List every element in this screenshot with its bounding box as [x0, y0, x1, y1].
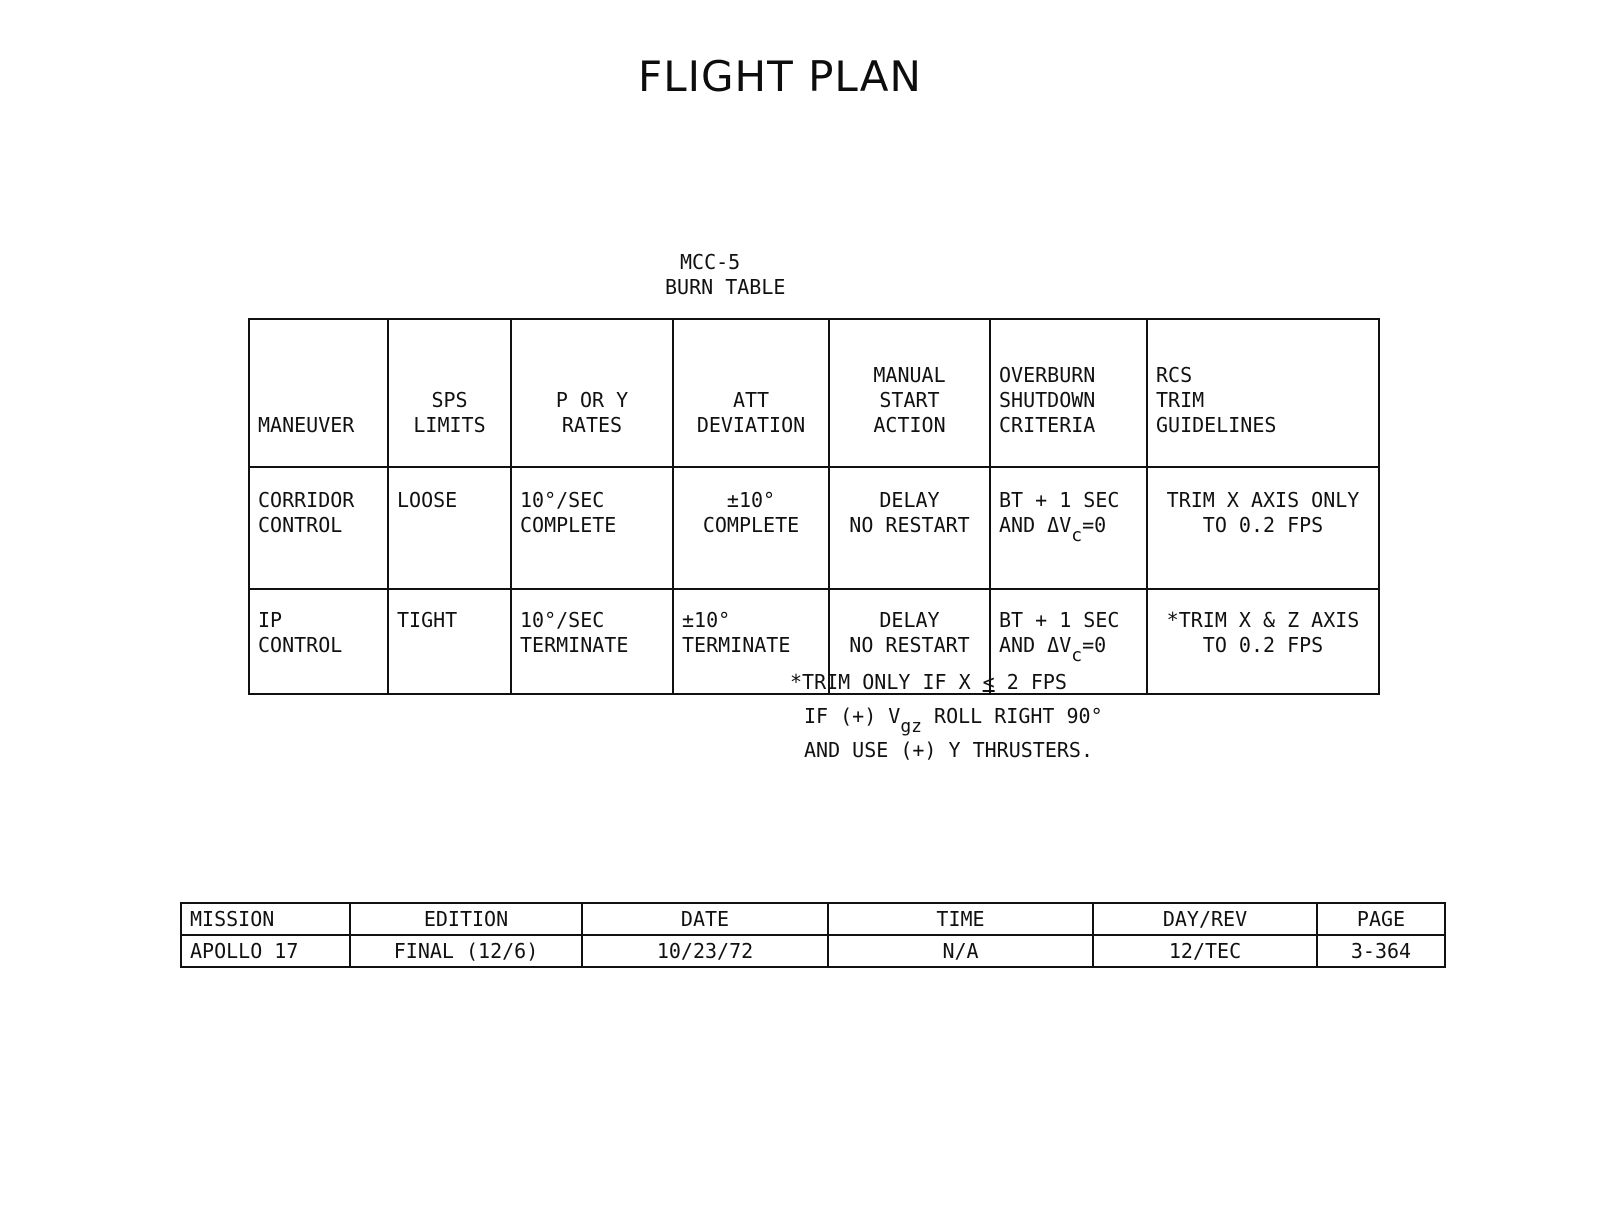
cell-att-deviation: ±10° TERMINATE [673, 589, 829, 694]
cell-manual-start: DELAY NO RESTART [829, 589, 990, 694]
footnote-line-2-prefix: IF (+) V [804, 704, 901, 728]
caption-line-1: MCC-5 [680, 250, 741, 274]
overburn-subscript: c [1071, 645, 1083, 666]
cell-sps-limits: TIGHT [388, 589, 511, 694]
burn-table-caption [650, 250, 810, 300]
footer-table [180, 902, 1446, 968]
overburn-line-2-suffix: =0 [1082, 513, 1107, 537]
page-title: FLIGHT PLAN [638, 52, 922, 101]
footer-edition: FINAL (12/6) [350, 935, 582, 967]
footer-header-day-rev: DAY/REV [1093, 903, 1317, 935]
cell-manual-start: DELAY NO RESTART [829, 467, 990, 589]
footer-time: N/A [828, 935, 1093, 967]
footnote-subscript: gz [900, 716, 923, 737]
cell-maneuver: IP CONTROL [249, 589, 388, 694]
cell-overburn [990, 467, 1147, 589]
cell-rates: 10°/SEC TERMINATE [511, 589, 673, 694]
caption-line-2: BURN TABLE [665, 275, 786, 299]
cell-att-deviation: ±10° COMPLETE [673, 467, 829, 589]
overburn-subscript: c [1071, 525, 1083, 546]
footer-value-row [181, 935, 1445, 967]
cell-sps-limits: LOOSE [388, 467, 511, 589]
footnote-line-1 [790, 665, 1103, 699]
burn-table-header-row [249, 319, 1379, 467]
header-rcs-trim: RCS TRIM GUIDELINES [1147, 319, 1379, 467]
footnote-line-2-suffix: ROLL RIGHT 90° [922, 704, 1103, 728]
header-overburn: OVERBURN SHUTDOWN CRITERIA [990, 319, 1147, 467]
overburn-line-1: BT + 1 SEC [999, 488, 1120, 512]
overburn-line-2-prefix: AND ΔV [999, 633, 1072, 657]
footer-header-page: PAGE [1317, 903, 1445, 935]
header-sps-limits: SPS LIMITS [388, 319, 511, 467]
header-rates: P OR Y RATES [511, 319, 673, 467]
footer-date: 10/23/72 [582, 935, 828, 967]
header-maneuver: MANEUVER [249, 319, 388, 467]
footer-day-rev: 12/TEC [1093, 935, 1317, 967]
cell-rcs-trim: *TRIM X & Z AXIS TO 0.2 FPS [1147, 589, 1379, 694]
less-equal-symbol: < [982, 670, 995, 694]
footer-header-edition: EDITION [350, 903, 582, 935]
footnote-line-2 [790, 699, 1103, 737]
overburn-line-2-suffix: =0 [1082, 633, 1107, 657]
footer-header-mission: MISSION [181, 903, 350, 935]
footer-header-row [181, 903, 1445, 935]
footnote-line-1-prefix: *TRIM ONLY IF X [790, 670, 983, 694]
footer-header-time: TIME [828, 903, 1093, 935]
header-manual-start: MANUAL START ACTION [829, 319, 990, 467]
table-row [249, 467, 1379, 589]
cell-rates: 10°/SEC COMPLETE [511, 467, 673, 589]
header-att-deviation: ATT DEVIATION [673, 319, 829, 467]
cell-rcs-trim: TRIM X AXIS ONLY TO 0.2 FPS [1147, 467, 1379, 589]
overburn-line-2-prefix: AND ΔV [999, 513, 1072, 537]
footer-mission: APOLLO 17 [181, 935, 350, 967]
footnote [790, 665, 1103, 767]
burn-table [248, 318, 1380, 695]
footer-page: 3-364 [1317, 935, 1445, 967]
footnote-line-3: AND USE (+) Y THRUSTERS. [804, 738, 1093, 762]
footnote-line-1-suffix: 2 FPS [994, 670, 1067, 694]
overburn-line-1: BT + 1 SEC [999, 608, 1120, 632]
cell-maneuver: CORRIDOR CONTROL [249, 467, 388, 589]
footer-header-date: DATE [582, 903, 828, 935]
